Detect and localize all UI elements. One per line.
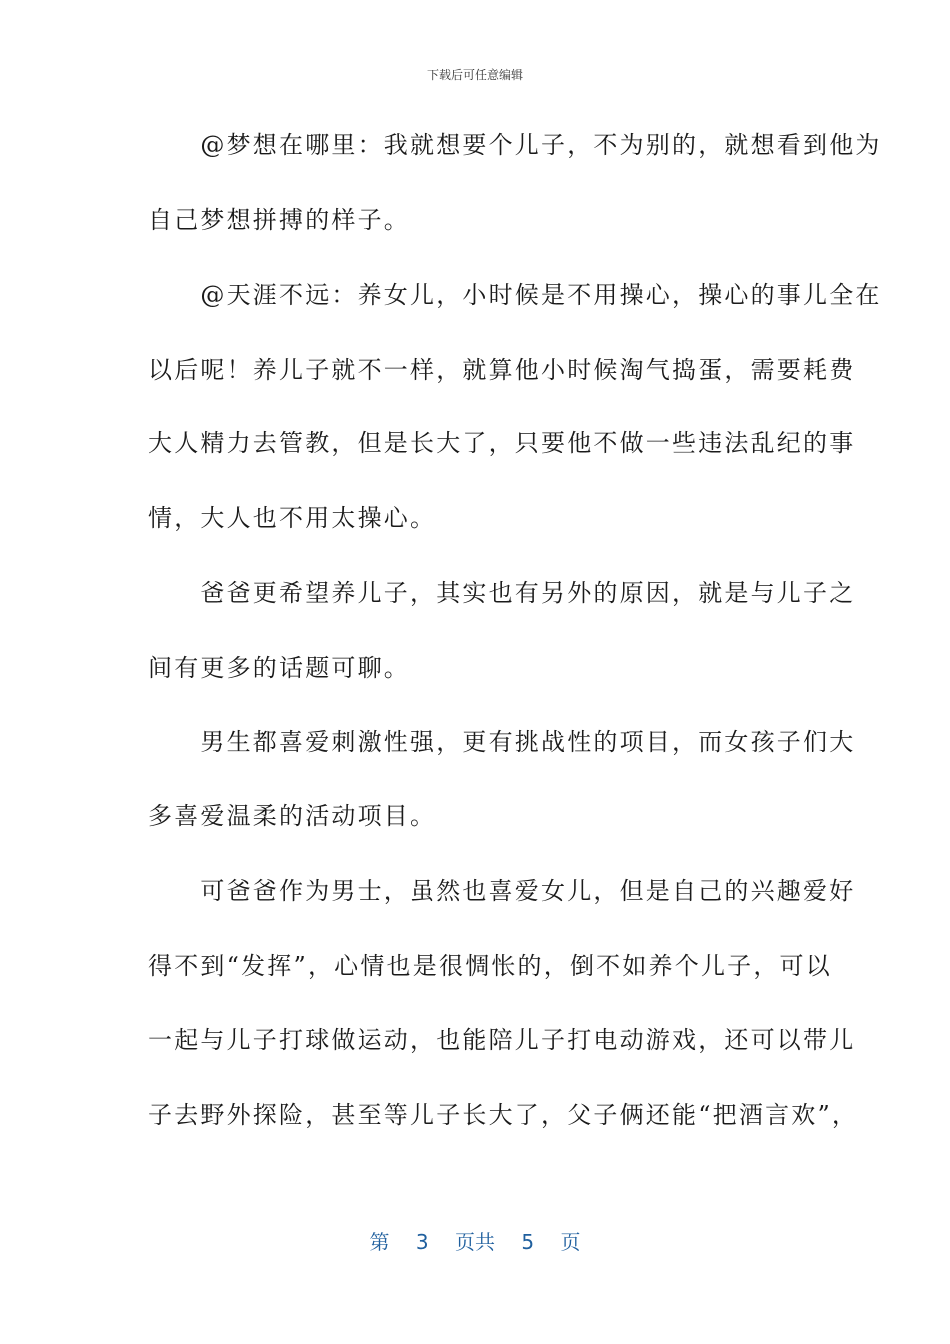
text-line-10: 多喜爱温柔的活动项目。 (148, 802, 437, 830)
page-footer (0, 1226, 950, 1255)
page-end-label: 页 (560, 1230, 581, 1254)
text-line-12: 得不到“发挥”，心情也是很惆怅的，倒不如养个儿子，可以 (148, 952, 832, 980)
text-line-3: @天涯不远：养女儿，小时候是不用操心，操心的事儿全在 (148, 281, 882, 309)
text-line-4: 以后呢！养儿子就不一样，就算他小时候淘气捣蛋，需要耗费 (148, 356, 856, 384)
text-line-9: 男生都喜爱刺激性强，更有挑战性的项目，而女孩子们大 (148, 728, 856, 756)
text-line-8: 间有更多的话题可聊。 (148, 654, 410, 682)
page-label: 第 (369, 1230, 390, 1254)
text-line-7: 爸爸更希望养儿子，其实也有另外的原因，就是与儿子之 (148, 579, 856, 607)
page-total: 5 (521, 1230, 535, 1254)
text-line-5: 大人精力去管教，但是长大了，只要他不做一些违法乱纪的事 (148, 429, 856, 457)
text-line-13: 一起与儿子打球做运动，也能陪儿子打电动游戏，还可以带儿 (148, 1026, 856, 1054)
text-line-6: 情，大人也不用太操心。 (148, 504, 437, 532)
text-line-1: @梦想在哪里：我就想要个儿子，不为别的，就想看到他为 (148, 131, 882, 159)
header-note: 下载后可任意编辑 (426, 68, 523, 82)
text-line-11: 可爸爸作为男士，虽然也喜爱女儿，但是自己的兴趣爱好 (148, 877, 856, 905)
page-number: 3 (415, 1230, 429, 1254)
page-mid-label: 页共 (455, 1230, 495, 1254)
text-line-2: 自己梦想拼搏的样子。 (148, 206, 410, 234)
text-line-14: 子去野外探险，甚至等儿子长大了，父子俩还能“把酒言欢”， (148, 1101, 859, 1129)
